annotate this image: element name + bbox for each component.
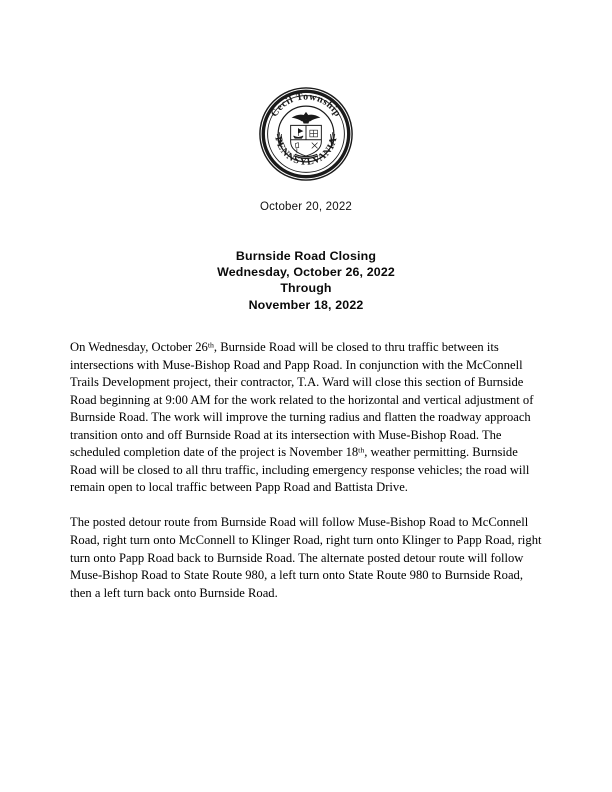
township-seal-icon (258, 86, 354, 182)
body-text (70, 339, 542, 602)
paragraph-1-part-a: On Wednesday, October 26 (70, 340, 208, 354)
heading-line-4: November 18, 2022 (248, 297, 364, 312)
letter-date: October 20, 2022 (259, 201, 353, 213)
ordinal-suffix-oct: th (207, 340, 214, 350)
ordinal-suffix-nov: th (358, 445, 365, 455)
seal-container (0, 86, 612, 182)
heading-line-1: Burnside Road Closing (235, 249, 377, 263)
paragraph-1 (70, 339, 542, 497)
paragraph-1-part-b: , Burnside Road will be closed to thru traffic between its intersections with Muse-Bishop Road and Papp Road. In conjunction with the McConnell Trails Development project, their contractor, T.A. Ward will close this section of Burnside Road beginning at 9:00 AM for the work related to the horizontal and vertical adjustment of Burnside Road. The work will improve the turning radius and flatten the roadway approach transition onto and off Burnside Road at its intersection with Muse-Bishop Road. The scheduled completion date of the project is November 18 (70, 340, 534, 460)
heading-line-2: Wednesday, October 26, 2022 (217, 265, 395, 280)
svg-text:PENNSYLVANIA: PENNSYLVANIA (272, 135, 340, 168)
paragraph-2: The posted detour route from Burnside Road will follow Muse-Bishop Road to McConnell Road, right turn onto McConnell to Klinger Road, right turn onto Klinger to Papp Road, right turn onto Papp Road back to Burnside Road. The alternate posted detour route will follow Muse-Bishop Road to State Route 980, a left turn onto State Route 980 to Burnside Road, then a left turn back onto Burnside Road. (70, 515, 542, 600)
heading-block (0, 248, 612, 313)
paragraph-1-part-c: , weather permitting. Burnside Road will be closed to all thru traffic, including emergency response vehicles; the road will remain open to local traffic between Papp Road and Battista Drive. (70, 445, 530, 495)
heading-line-3: Through (280, 281, 332, 296)
svg-text:Cecil Township: Cecil Township (268, 91, 344, 120)
